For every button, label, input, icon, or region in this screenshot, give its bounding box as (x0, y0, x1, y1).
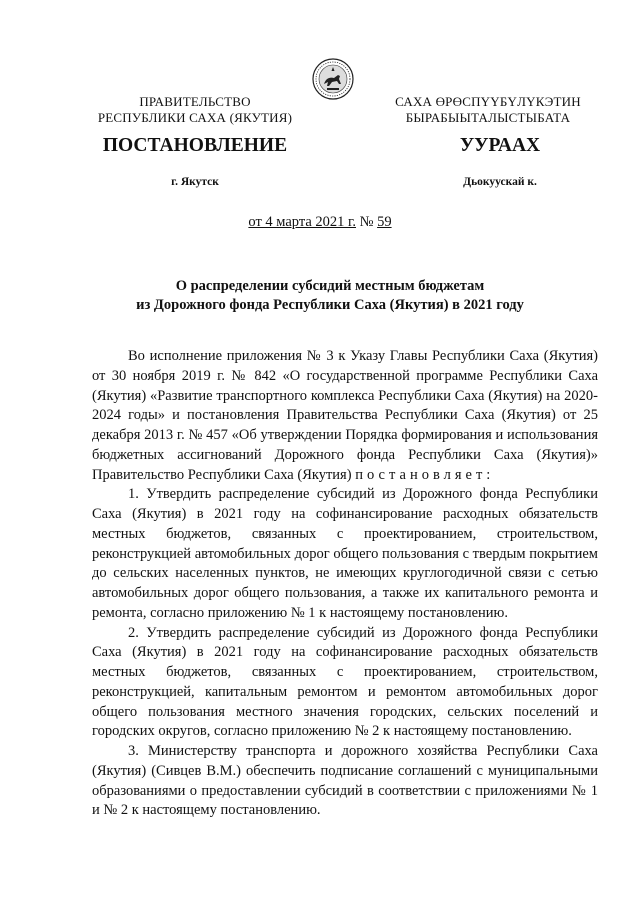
right-org-name (378, 94, 598, 126)
item-2: 2. Утвердить распределение субсидий из Дорожного фонда Республики Саха (Якутия) в 2021 году на софинансирование расходных обязательств местных бюджетов, связанных с проектированием, строительством, реконструкцией, капитальным ремонтом и ремонтом автомобильных дорог общего пользования местного значения городских, сельских поселений и городских округов, согласно приложению № 2 к настоящему постановлению. (92, 624, 598, 740)
item-3: 3. Министерству транспорта и дорожного хозяйства Республики Саха (Якутия) (Сивцев В.М.) обеспечить подписание соглашений с муниципальными образованиями о предоставлении субсидий в соответствии с приложениями № 1 и № 2 к настоящему постановлению. (92, 743, 598, 819)
left-org-line2: РЕСПУБЛИКИ САХА (ЯКУТИЯ) (97, 110, 293, 125)
doctype-left: ПОСТАНОВЛЕНИЕ (102, 135, 288, 156)
number-sign: № (359, 214, 374, 230)
decree-body (92, 347, 598, 821)
decree-word: постановляет: (355, 466, 495, 483)
city-right: Дьокуускай к. (463, 176, 537, 188)
decree-number: 59 (377, 214, 392, 230)
doctype-right: УУРААХ (459, 135, 541, 156)
left-org-name (95, 94, 295, 126)
left-org-line1: ПРАВИТЕЛЬСТВО (139, 94, 251, 109)
title-line2: из Дорожного фонда Республики Саха (Якутия) в 2021 году (136, 297, 524, 313)
preamble-paragraph (92, 347, 598, 485)
right-org-line2: БЫРАБЫЫТАЛЫСТЫБАТА (405, 110, 571, 125)
decree-date-line (0, 214, 640, 231)
decree-title (110, 277, 550, 315)
decree-date: от 4 марта 2021 г. (248, 214, 356, 230)
city-left: г. Якутск (171, 176, 219, 188)
preamble-text: Во исполнение приложения № 3 к Указу Главы Республики Саха (Якутия) от 30 ноября 2019 г. № 842 «О государственной программе Республики Саха (Якутия) «Развитие транспортного комплекса Республики Саха (Якутия) на 2020-2024 годы» и постановления Правительства Республики Саха (Якутия) от 25 декабря 2013 г. № 457 «Об утверждении Порядка формирования и использования бюджетных ассигнований Дорожного фонда Республики Саха (Якутия)» Правительство Республики Саха (Якутия) (92, 348, 598, 483)
right-org-line1: САХА ӨРӨСПҮҮБҮЛҮКЭТИН (395, 94, 581, 109)
coat-of-arms-icon (312, 58, 354, 100)
item-1: 1. Утвердить распределение субсидий из Дорожного фонда Республики Саха (Якутия) в 2021 году на софинансирование расходных обязательств местных бюджетов, связанных с проектированием, строительством, реконструкцией автомобильных дорог общего пользования с твердым покрытием до сельских населенных пунктов, не имеющих круглогодичной связи с сетью автомобильных дорог общего пользования, а также их капитального ремонта и ремонта, согласно приложению № 1 к настоящему постановлению. (92, 486, 598, 621)
title-line1: О распределении субсидий местным бюджетам (175, 278, 485, 294)
